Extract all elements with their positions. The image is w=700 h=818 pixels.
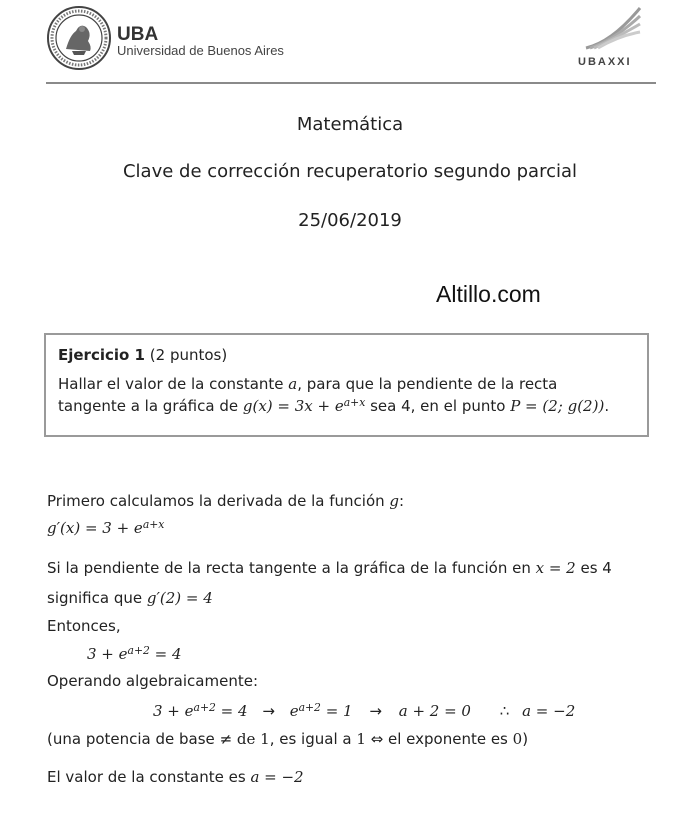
- eq-exponent: a+2: [127, 643, 150, 657]
- ubaxxi-logo-mark: [582, 2, 644, 52]
- exercise-label: Ejercicio 1: [58, 346, 145, 364]
- function-exponent: a+x: [343, 395, 366, 409]
- uba-full-name: Universidad de Buenos Aires: [117, 43, 284, 58]
- header-rule: [46, 82, 656, 84]
- equation-chain: [153, 702, 575, 720]
- chain-part: a + 2 = 0: [398, 702, 471, 720]
- solution-line-5: Operando algebraicamente:: [47, 672, 258, 690]
- solution-text: de: [232, 730, 261, 748]
- slope-expr: g′(2) = 4: [146, 589, 213, 607]
- not-equal-symbol: ≠: [219, 730, 233, 748]
- exercise-text: tangente a la gráfica de: [58, 397, 243, 415]
- solution-line-4: Entonces,: [47, 617, 121, 635]
- equation-1: [87, 645, 182, 663]
- solution-text: ): [522, 730, 529, 748]
- final-result: a = −2: [250, 768, 304, 786]
- uba-seal-logo: [46, 5, 112, 71]
- exercise-text: sea 4, en el punto: [365, 397, 511, 415]
- uba-acronym: UBA: [117, 24, 159, 45]
- solution-line-3: [47, 589, 213, 607]
- exercise-line-2: [58, 397, 609, 415]
- solution-text: el exponente es: [388, 730, 513, 748]
- math-number: 1: [260, 730, 270, 748]
- solution-text: El valor de la constante es: [47, 768, 251, 786]
- solution-line-6: [47, 730, 528, 748]
- exercise-points: (2 puntos): [149, 346, 228, 364]
- math-number: 0: [512, 730, 523, 748]
- solution-text: , es igual a: [269, 730, 357, 748]
- chain-result: a = −2: [522, 702, 576, 720]
- math-number: 1: [356, 730, 366, 748]
- document-title: Clave de corrección recuperatorio segundo parcial: [122, 161, 578, 182]
- chain-part: e: [289, 702, 299, 720]
- solution-line-2: [47, 559, 612, 577]
- eq-base: 3 + e: [87, 645, 128, 663]
- function-var: g: [389, 492, 400, 510]
- solution-line-1: [47, 492, 404, 510]
- derivative-expression: [47, 519, 164, 537]
- chain-part: = 1: [320, 702, 353, 720]
- exercise-line-1: [58, 375, 557, 393]
- chain-exponent: a+2: [193, 700, 216, 714]
- solution-text: Primero calculamos la derivada de la función: [47, 492, 390, 510]
- derivative-base: g′(x) = 3 + e: [47, 519, 143, 537]
- exercise-heading: [58, 346, 227, 364]
- chain-part: = 4: [215, 702, 248, 720]
- ubaxxi-label: UBAXXI: [578, 56, 632, 68]
- subject-title: Matemática: [296, 114, 404, 135]
- exercise-text: .: [604, 397, 610, 415]
- therefore-icon: ∴: [499, 702, 510, 720]
- constant-var: a: [288, 375, 298, 393]
- chain-exponent: a+2: [298, 700, 321, 714]
- point-def: P = (2; g(2)): [510, 397, 605, 415]
- condition-expr: x = 2: [535, 559, 576, 577]
- solution-text: Si la pendiente de la recta tangente a la gráfica de la función en: [47, 559, 536, 577]
- solution-text: :: [399, 492, 405, 510]
- iff-symbol: ⇔: [365, 730, 388, 748]
- solution-text: es 4: [575, 559, 612, 577]
- function-def: g(x) = 3x + e: [242, 397, 344, 415]
- watermark-text: Altillo.com: [436, 281, 541, 307]
- solution-text: significa que: [47, 589, 147, 607]
- chain-part: 3 + e: [153, 702, 194, 720]
- exercise-text: , para que la pendiente de la recta: [297, 375, 558, 393]
- eq-end: = 4: [149, 645, 182, 663]
- arrow-icon: →: [369, 702, 382, 720]
- exercise-text: Hallar el valor de la constante: [58, 375, 289, 393]
- exam-date: 25/06/2019: [298, 210, 402, 231]
- solution-conclusion: [47, 768, 304, 786]
- arrow-icon: →: [262, 702, 275, 720]
- derivative-exponent: a+x: [142, 517, 165, 531]
- solution-text: (una potencia de base: [47, 730, 220, 748]
